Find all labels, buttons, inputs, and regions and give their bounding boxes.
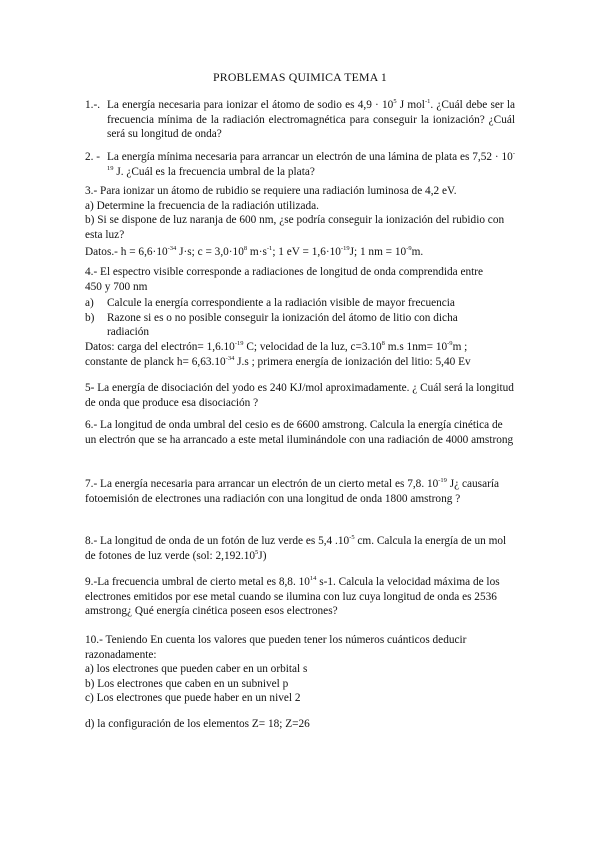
problem-3-part-a: a) Determine la frecuencia de la radiación utilizada. (85, 199, 319, 212)
page-title: PROBLEMAS QUIMICA TEMA 1 (212, 70, 388, 84)
problem-1 (85, 98, 515, 142)
problem-7: 7.- La energía necesaria para arrancar un electrón de un cierto metal es 7,8. $10^{-19}$ J¿ causaría fotoemisión de electrones una radiación con una longitud de onda 1800 amstrong ? (85, 477, 499, 505)
problem-4-data-line-1: Datos: carga del electrón= $1,6.10^{-19}$ C; velocidad de la luz, $c=3.10^8$ m.s $1nm= 10^{-9}m$ ; (85, 340, 468, 353)
problem-10 (85, 633, 515, 706)
problem-10-part-d: d) la configuración de los elementos Z= 18; Z=26 (85, 718, 310, 730)
problem-9: 9.-La frecuencia umbral de cierto metal es 8,8. $10^{14}$ s-1. Calcula la velocidad máxima de los electrones emitidos por ese metal cuando se ilumina con luz cuya longitud de onda es 2536 amstrong¿ Qué energía cinética poseen esos electrones? (85, 575, 500, 618)
problem-10-intro: 10.- Teniendo En cuenta los valores que pueden tener los números cuánticos deducir razonadamente: (85, 634, 467, 661)
problem-6: 6.- La longitud de onda umbral del cesio es de 6600 amstrong. Calcula la energía cinética de un electrón que se ha arrancado a este metal iluminándole con una radiación de 4000 amstrong (85, 419, 514, 446)
problem-4-part-a: a) Calcule la energía correspondiente a la radiación visible de mayor frecuencia (85, 297, 455, 309)
problem-4-parts (85, 296, 515, 340)
problem-4-data (85, 340, 515, 369)
problem-1-text: La energía necesaria para ionizar el átomo de sodio es $4,9 \cdot 10^5$ J mol$^{-1}$. ¿Cuál debe ser la frecuencia mínima de la radiación electromagnética para conseguir la ionización? ¿Cuál será su longitud de onda? (107, 98, 515, 141)
problem-3-part-b: b) Si se dispone de luz naranja de 600 nm, ¿se podría conseguir la ionización del rubidio con esta luz? (85, 214, 505, 241)
problem-4-data-line-2: constante de planck $h= 6,63.10^{-34}$ J.s ; primera energía de ionización del litio: 5,40 Ev (85, 354, 471, 368)
problem-2 (85, 150, 515, 179)
problem-4-part-b: b) Razone si es o no posible conseguir la ionización del átomo de litio con dicha radiación (85, 311, 458, 339)
problem-8: 8.- La longitud de onda de un fotón de luz verde es 5,4 $.10^{-5}$ cm. Calcula la energía de un mol de fotones de luz verde (sol: 2,192.10$^5$J) (85, 534, 507, 562)
problem-10-part-b: b) Los electrones que caben en un subnivel p (85, 677, 289, 690)
problem-3-data: Datos.- $h = 6,6\cdot 10^{-34}$ J·s; $c = 3,0\cdot 10^8$ $m\cdot s^{-1}$; 1 eV = $1,6\cdot 10^{-19}J$; 1 nm = $10^{-9}m$. (85, 245, 424, 258)
problem-4-intro: 4.- El espectro visible corresponde a radiaciones de longitud de onda comprendida entre 450 y 700 nm (85, 266, 484, 293)
problem-2-number: 2. - (85, 151, 101, 163)
problem-10-part-a: a) los electrones que pueden caber en un orbital s (85, 663, 308, 676)
problem-1-number: 1.-. (85, 99, 101, 111)
problem-2-text: La energía mínima necesaria para arrancar un electrón de una lámina de plata es $7,52 \cdot 10^{-19}$ J. ¿Cuál es la frecuencia umbral de la plata? (107, 150, 515, 178)
problem-5: 5- La energía de disociación del yodo es 240 KJ/mol aproximadamente. ¿ Cuál será la longitud de onda que produce esa disociación ? (85, 382, 514, 409)
problem-3-intro: 3.- Para ionizar un átomo de rubidio se requiere una radiación luminosa de 4,2 eV. (85, 185, 457, 197)
problem-10-part-c: c) Los electrones que puede haber en un nivel 2 (85, 692, 301, 705)
problem-3 (85, 184, 515, 242)
